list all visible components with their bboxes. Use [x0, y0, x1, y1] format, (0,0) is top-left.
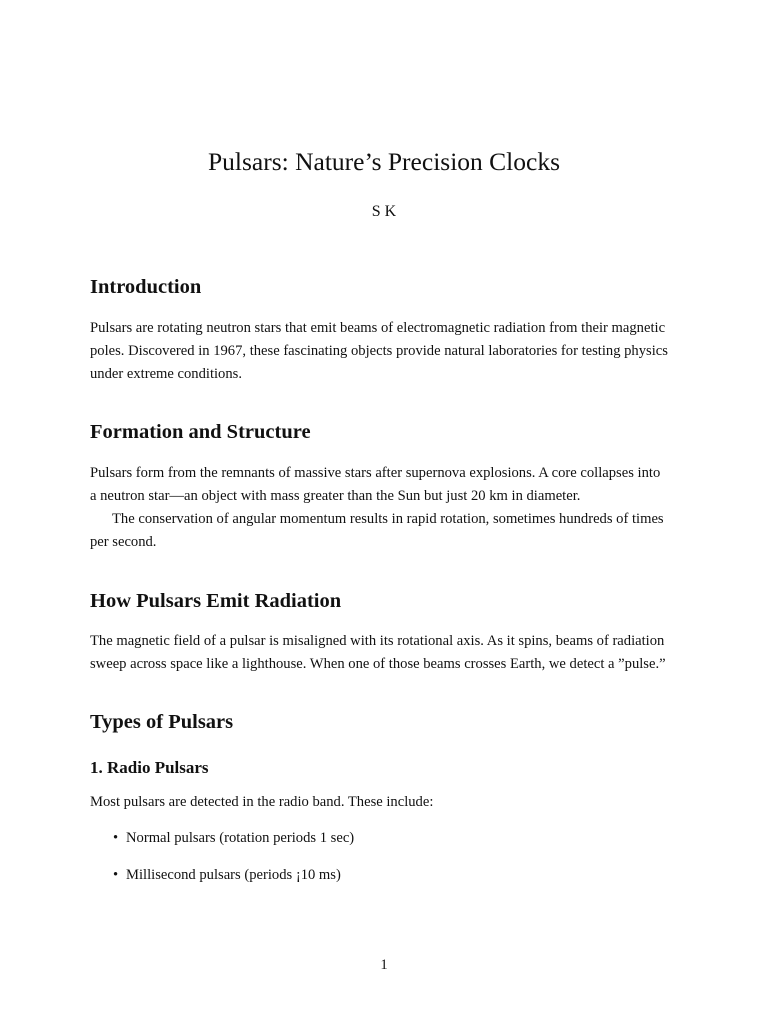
- text-line: Pulsars are rotating neutron stars that emit beams of electromagnetic radiation from their magnetic: [90, 320, 666, 336]
- paragraph-formation-2: [90, 508, 682, 554]
- heading-radio-pulsars: 1. Radio Pulsars: [90, 758, 209, 777]
- text-line: a neutron star—an object with mass greater than the Sun but just 20 km in diameter.: [90, 488, 581, 505]
- list-item-text: Normal pulsars (rotation periods 1 sec): [126, 830, 355, 846]
- list-item: [113, 827, 354, 849]
- heading-types: Types of Pulsars: [90, 711, 234, 733]
- heading-emission: How Pulsars Emit Radiation: [90, 590, 342, 612]
- page-number: 1: [380, 957, 388, 973]
- list-item: [113, 864, 341, 886]
- paragraph-radio-intro: [90, 791, 682, 814]
- text-line: Most pulsars are detected in the radio band. These include:: [90, 794, 434, 810]
- text-line: sweep across space like a lighthouse. When one of those beams crosses Earth, we detect a ”pulse.”: [90, 656, 666, 673]
- bullet-marker: •: [113, 867, 119, 883]
- paragraph-introduction: [90, 317, 682, 387]
- text-line: Pulsars form from the remnants of massive stars after supernova explosions. A core collapses into: [90, 465, 661, 481]
- text-line: poles. Discovered in 1967, these fascinating objects provide natural laboratories for testing physics: [90, 343, 668, 360]
- paragraph-emission: [90, 630, 682, 676]
- document-author: S K: [371, 203, 397, 220]
- list-item-text: Millisecond pulsars (periods ¡10 ms): [126, 867, 341, 883]
- text-line: under extreme conditions.: [90, 366, 242, 383]
- paragraph-formation-1: [90, 462, 682, 508]
- heading-formation: Formation and Structure: [90, 421, 311, 443]
- bullet-marker: •: [113, 830, 119, 846]
- document-title: Pulsars: Nature’s Precision Clocks: [207, 147, 560, 176]
- heading-introduction: Introduction: [90, 276, 202, 298]
- text-line: per second.: [90, 534, 157, 551]
- text-line: The conservation of angular momentum results in rapid rotation, sometimes hundreds of times: [112, 511, 664, 527]
- text-line: The magnetic field of a pulsar is misaligned with its rotational axis. As it spins, beams of radiation: [90, 633, 665, 649]
